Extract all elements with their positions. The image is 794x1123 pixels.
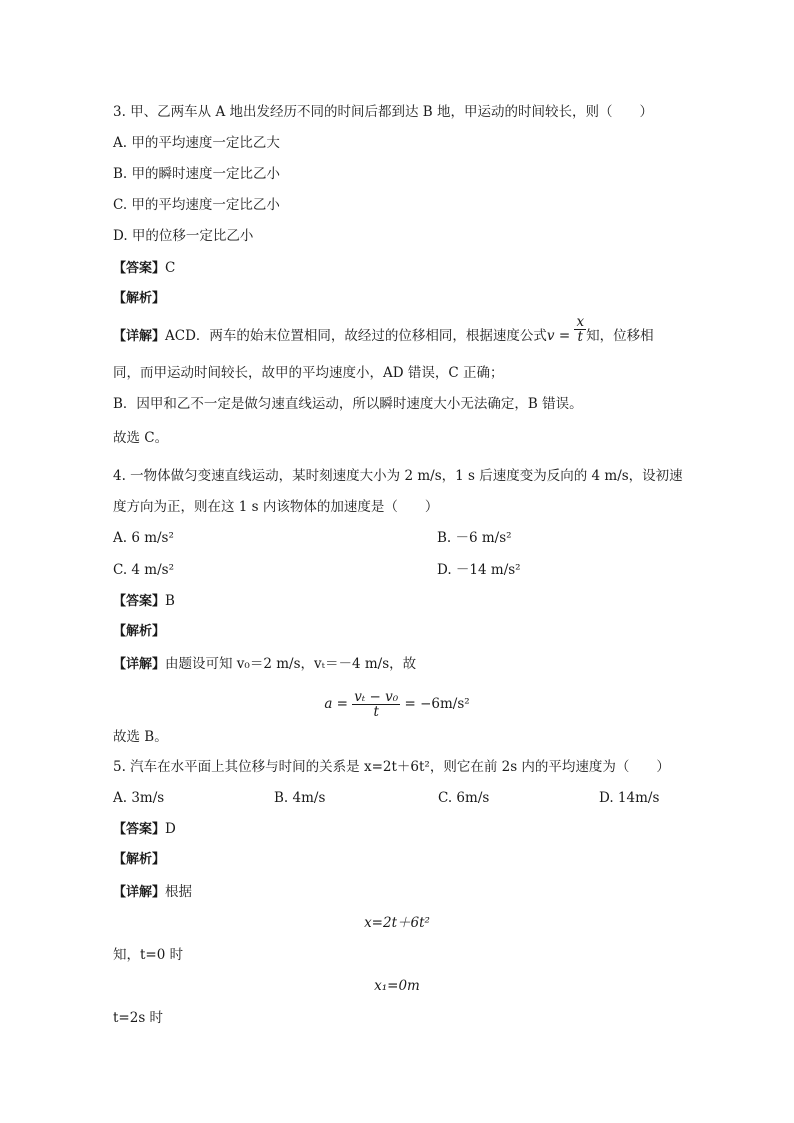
velocity-fraction: [574, 315, 586, 344]
formula-fraction: [352, 690, 400, 719]
fraction-denominator: t: [373, 704, 379, 720]
answer-tag: 【答案】: [113, 261, 166, 276]
q4-option-d: D. －14 m/s²: [437, 562, 521, 578]
q3-option-b: B. 甲的瞬时速度一定比乙小: [113, 166, 281, 182]
detail-tag: 【详解】: [113, 657, 166, 672]
q5-detail-1: [113, 883, 192, 902]
q5-detail-3: t=2s 时: [113, 1010, 164, 1026]
answer-tag: 【答案】: [113, 822, 166, 837]
q5-option-d: D. 14m/s: [599, 790, 660, 806]
fraction-numerator: x: [576, 314, 585, 330]
q3-option-a: A. 甲的平均速度一定比乙大: [113, 135, 280, 151]
fraction-numerator: vₜ − v₀: [354, 689, 399, 705]
answer-tag: 【答案】: [113, 594, 166, 609]
q3-option-d: D. 甲的位移一定比乙小: [113, 228, 254, 244]
q4-analysis-tag: 【解析】: [113, 624, 166, 639]
q3-answer: [113, 259, 175, 278]
answer-value: B: [165, 593, 175, 609]
q5-stem: 5. 汽车在水平面上其位移与时间的关系是 x=2t＋6t²，则它在前 2s 内的平均速度为（ ）: [113, 759, 670, 775]
q5-option-a: A. 3m/s: [113, 790, 165, 806]
q3-detail-3: B．因甲和乙不一定是做匀速直线运动，所以瞬时速度大小无法确定，B 错误。: [113, 396, 583, 412]
q3-detail-1: [113, 314, 654, 346]
detail-text: 根据: [165, 884, 193, 900]
formula-rhs: = −6m/s²: [400, 696, 470, 712]
q5-formula-2: x₁=0m: [374, 978, 420, 994]
velocity-symbol: v =: [546, 328, 575, 344]
q4-answer: [113, 592, 175, 611]
q4-detail-1: [113, 655, 416, 674]
detail-tag: 【详解】: [113, 885, 166, 900]
q3-stem: 3. 甲、乙两车从 A 地出发经历不同的时间后都到达 B 地，甲运动的时间较长，则（ ）: [113, 104, 654, 120]
fraction-denominator: t: [577, 329, 583, 345]
answer-value: D: [165, 821, 176, 837]
q5-formula-1: x=2t＋6t²: [364, 915, 430, 931]
detail-text-cont: 知，位移相: [586, 328, 654, 344]
q5-option-b: B. 4m/s: [274, 790, 326, 806]
q4-acceleration-formula: [0, 690, 794, 719]
q4-stem-line2: 度方向为正，则在这 1 s 内该物体的加速度是（ ）: [113, 499, 439, 515]
q5-detail-2: 知，t=0 时: [113, 947, 184, 963]
q3-option-c: C. 甲的平均速度一定比乙小: [113, 197, 280, 213]
q4-option-c: C. 4 m/s²: [113, 562, 175, 578]
q4-option-a: A. 6 m/s²: [113, 530, 174, 546]
answer-value: C: [165, 260, 176, 276]
q5-analysis-tag: 【解析】: [113, 852, 166, 867]
formula-lhs: a =: [324, 696, 353, 712]
q4-option-b: B. －6 m/s²: [437, 530, 512, 546]
q5-answer: [113, 820, 176, 839]
detail-text: ACD．两车的始末位置相同，故经过的位移相同，根据速度公式: [165, 328, 547, 344]
q5-option-c: C. 6m/s: [438, 790, 490, 806]
q4-conclusion: 故选 B。: [113, 729, 168, 745]
detail-tag: 【详解】: [113, 329, 166, 344]
q4-stem-line1: 4. 一物体做匀变速直线运动，某时刻速度大小为 2 m/s，1 s 后速度变为反向的 4 m/s，设初速: [113, 468, 683, 484]
q3-detail-2: 同，而甲运动时间较长，故甲的平均速度小，AD 错误，C 正确；: [113, 365, 504, 381]
detail-text: 由题设可知 v₀＝2 m/s，vₜ＝－4 m/s，故: [165, 656, 417, 672]
q3-conclusion: 故选 C。: [113, 430, 169, 446]
q3-analysis-tag: 【解析】: [113, 291, 166, 306]
